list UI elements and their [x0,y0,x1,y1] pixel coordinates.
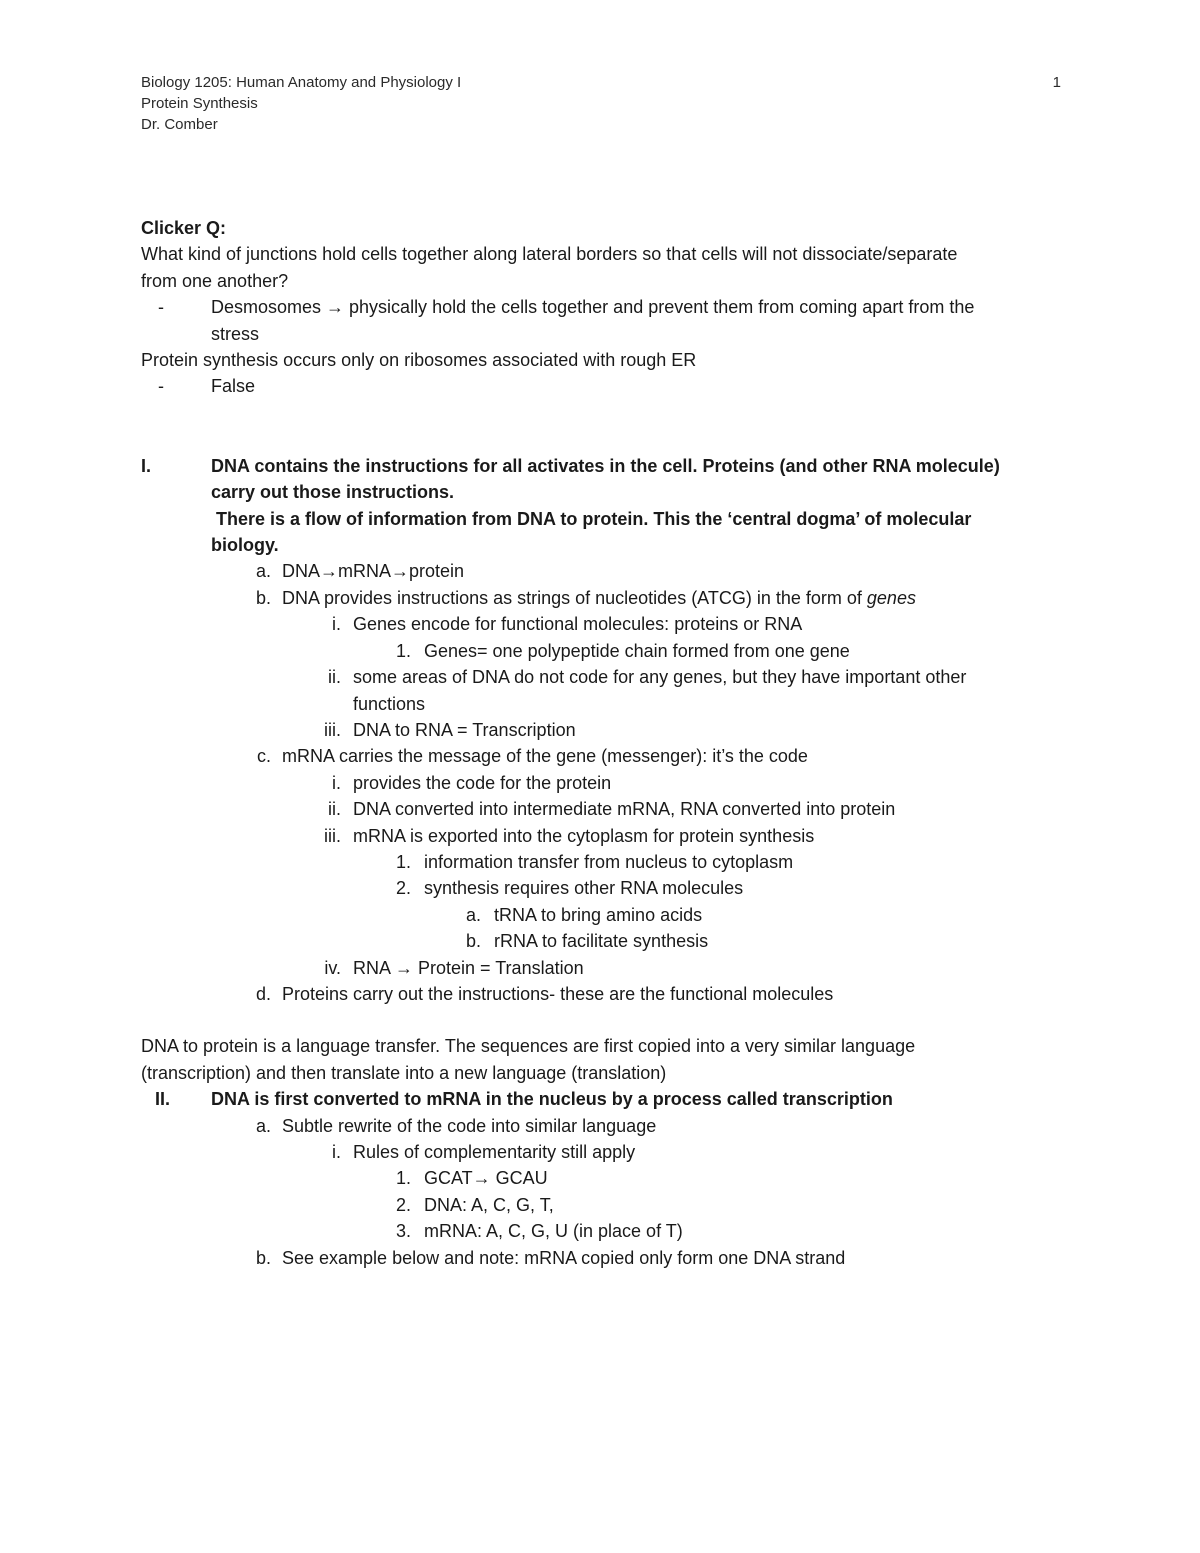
topic-title: Protein Synthesis [141,95,258,112]
dash-marker: - [158,376,164,397]
clicker-answer-2 [141,373,1071,399]
item-text: DNA provides instructions as strings of nucleotides (ATCG) in the form of [282,587,867,608]
item-text: Genes encode for functional molecules: proteins or RNA [353,614,803,635]
item-text: rRNA to facilitate synthesis [494,931,709,952]
section-1-item-b-ii [141,664,1071,690]
item-text: Subtle rewrite of the code into similar language [282,1115,657,1136]
course-title: Biology 1205: Human Anatomy and Physiology I [141,74,462,91]
section-1-item-b [141,585,1071,611]
section-2-heading [141,1086,1071,1112]
section-1-line-1 [141,453,1071,479]
item-marker: 2. [395,1194,411,1215]
item-marker: 1. [395,1168,411,1189]
item-text: RNA → Protein = Translation [353,957,584,978]
section-2-item-a-i-3 [141,1218,1071,1244]
section-2-item-a-i-2 [141,1192,1071,1218]
item-marker: b. [465,931,481,952]
section-1-item-b-ii-line-2: functions [353,693,426,714]
section-1-item-c-iii-2 [141,875,1071,901]
instructor-name: Dr. Comber [141,116,218,133]
page-number: 1 [1052,74,1061,91]
item-text: Proteins carry out the instructions- these are the functional molecules [282,983,834,1004]
section-2-numeral: II. [155,1089,171,1110]
item-text: mRNA carries the message of the gene (messenger): it’s the code [282,746,808,767]
section-1-item-c-iv [141,955,1071,981]
item-marker: a. [465,904,481,925]
item-marker: ii. [328,667,341,688]
clicker-answer-2-text: False [211,376,256,397]
item-marker: a. [255,1115,271,1136]
section-1-numeral: I. [141,455,152,476]
section-1-item-c-ii [141,796,1071,822]
section-1-item-c-iii-2-b [141,928,1071,954]
section-1-item-b-i-1 [141,638,1071,664]
transfer-paragraph-line-2: (transcription) and then translate into a new language (translation) [141,1062,667,1083]
item-text-italic: genes [866,587,916,608]
item-text: DNA converted into intermediate mRNA, RNA converted into protein [353,799,896,820]
section-1-item-c-iii-1 [141,849,1071,875]
section-1-text-1: DNA contains the instructions for all activates in the cell. Proteins (and other RNA molecule) [211,455,1000,476]
item-marker: 3. [395,1221,411,1242]
document-body [141,215,1071,1271]
item-marker: 2. [395,878,411,899]
item-marker: 1. [395,851,411,872]
section-1-item-c-i [141,770,1071,796]
clicker-answer-1 [141,294,1071,320]
item-text: information transfer from nucleus to cytoplasm [424,851,794,872]
section-1-item-c-iii-2-a [141,902,1071,928]
section-1-item-c-iii [141,823,1071,849]
section-1-item-d [141,981,1071,1007]
item-marker: i. [332,614,341,635]
section-1-item-b-iii [141,717,1071,743]
item-marker: iii. [324,719,341,740]
item-marker: c. [256,746,271,767]
section-2-item-a-i [141,1139,1071,1165]
item-text: Rules of complementarity still apply [353,1142,636,1162]
item-marker: ii. [328,799,341,820]
clicker-question-1-line-1: What kind of junctions hold cells together along lateral borders so that cells will not dissociate/separate [141,244,958,265]
item-text: provides the code for the protein [353,772,612,793]
item-marker: iv. [324,957,341,978]
clicker-answer-1-line-1: Desmosomes → physically hold the cells together and prevent them from coming apart from the [211,297,975,318]
transfer-paragraph-line-1: DNA to protein is a language transfer. The sequences are first copied into a very similar language [141,1036,916,1057]
item-text: tRNA to bring amino acids [494,904,703,925]
page-header [141,72,1061,135]
item-text: Genes= one polypeptide chain formed from one gene [424,640,850,661]
item-text: DNA→mRNA→protein [282,561,465,582]
item-marker: i. [332,772,341,793]
section-1-line-3: There is a flow of information from DNA to protein. This the ‘central dogma’ of molecular [211,508,972,529]
item-text: mRNA: A, C, G, U (in place of T) [424,1221,683,1242]
item-marker: iii. [324,825,341,846]
section-2-item-a [141,1113,1071,1139]
section-1-item-b-i [141,611,1071,637]
item-marker: i. [332,1142,341,1162]
section-1-line-4: biology. [211,535,279,556]
item-text: some areas of DNA do not code for any genes, but they have important other [353,667,967,688]
section-1-item-a [141,558,1071,584]
item-text: GCAT→ GCAU [424,1168,548,1189]
item-text: mRNA is exported into the cytoplasm for protein synthesis [353,825,815,846]
item-marker: b. [255,1247,271,1268]
dash-marker: - [158,297,164,318]
item-marker: d. [255,983,271,1004]
item-text: See example below and note: mRNA copied only form one DNA strand [282,1247,846,1268]
clicker-heading: Clicker Q: [141,218,227,238]
item-marker: b. [255,587,271,608]
item-text: synthesis requires other RNA molecules [424,878,744,899]
section-1-line-2: carry out those instructions. [211,482,455,503]
item-text: DNA to RNA = Transcription [353,719,576,740]
item-text: DNA: A, C, G, T, [424,1194,554,1215]
clicker-answer-1-line-2: stress [211,323,260,344]
section-2-item-b [141,1245,1071,1271]
section-2-heading-text: DNA is first converted to mRNA in the nucleus by a process called transcription [211,1089,893,1110]
item-marker: 1. [395,640,411,661]
clicker-question-2: Protein synthesis occurs only on ribosomes associated with rough ER [141,350,697,371]
clicker-question-1-line-2: from one another? [141,270,289,291]
item-marker: a. [255,561,271,582]
section-2-item-a-i-1 [141,1165,1071,1191]
section-1-item-c [141,743,1071,769]
